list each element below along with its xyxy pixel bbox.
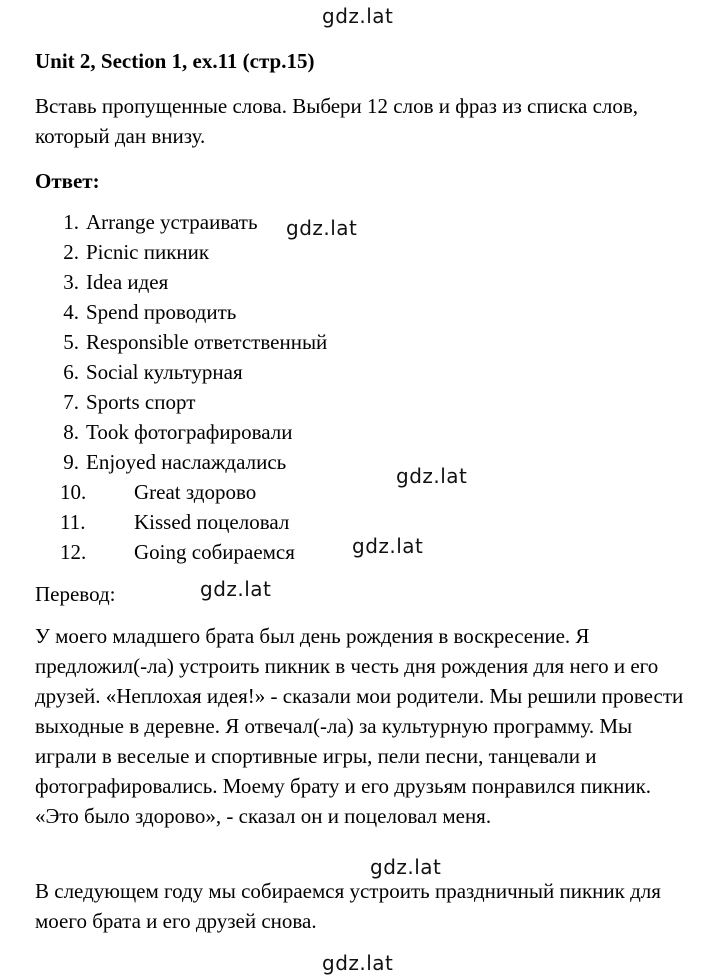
watermark: gdz.lat: [200, 577, 272, 601]
item-number: 9.: [63, 450, 79, 474]
item-number: 12.: [60, 540, 87, 564]
item-number: 5.: [63, 330, 79, 354]
translation-paragraph: У моего младшего брата был день рождения в воскресение. Я предложил(-ла) устроить пикник в честь дня рождения для него и его друзей. «Неплохая идея!» - сказали мои родители. Мы решили провести выходные в деревне. Я отвечал(-ла) за культурную программу. Мы играли в веселые и спортивные игры, пели песни, танцевали и фотографировались. Моему брату и его друзьям понравился пикник. «Это было здорово», - сказал он и поцеловал меня.: [35, 624, 684, 828]
item-text: Great здорово: [134, 480, 257, 504]
watermark: gdz.lat: [370, 855, 442, 879]
item-text: Took фотографировали: [86, 420, 293, 444]
item-text: Sports спорт: [86, 390, 196, 414]
watermark: gdz.lat: [352, 534, 424, 558]
instruction-text: Вставь пропущенные слова. Выбери 12 слов и фраз из списка слов, который дан внизу.: [35, 94, 639, 148]
translation-label: Перевод:: [35, 582, 116, 606]
item-text: Spend проводить: [86, 300, 237, 324]
item-text: Responsible ответственный: [86, 330, 328, 354]
item-text: Going собираемся: [134, 540, 295, 564]
watermark: gdz.lat: [322, 951, 394, 975]
page-heading: Unit 2, Section 1, ex.11 (стр.15): [35, 49, 315, 73]
item-text: Social культурная: [86, 360, 243, 384]
item-number: 6.: [63, 360, 79, 384]
watermark: gdz.lat: [322, 4, 394, 28]
item-number: 7.: [63, 390, 79, 414]
item-number: 3.: [63, 270, 79, 294]
item-text: Kissed поцеловал: [134, 510, 290, 534]
item-number: 4.: [63, 300, 79, 324]
item-number: 10.: [60, 480, 87, 504]
item-text: Arrange устраивать: [86, 210, 258, 234]
item-number: 2.: [63, 240, 79, 264]
item-text: Picnic пикник: [86, 240, 210, 264]
item-number: 11.: [60, 510, 86, 534]
translation-paragraph: В следующем году мы собираемся устроить праздничный пикник для моего брата и его друзей снова.: [35, 879, 661, 933]
watermark: gdz.lat: [286, 216, 358, 240]
watermark: gdz.lat: [396, 464, 468, 488]
answer-label: Ответ:: [35, 169, 100, 193]
item-text: Enjoyed наслаждались: [86, 450, 287, 474]
item-number: 1.: [63, 210, 79, 234]
item-text: Idea идея: [86, 270, 169, 294]
item-number: 8.: [63, 420, 79, 444]
